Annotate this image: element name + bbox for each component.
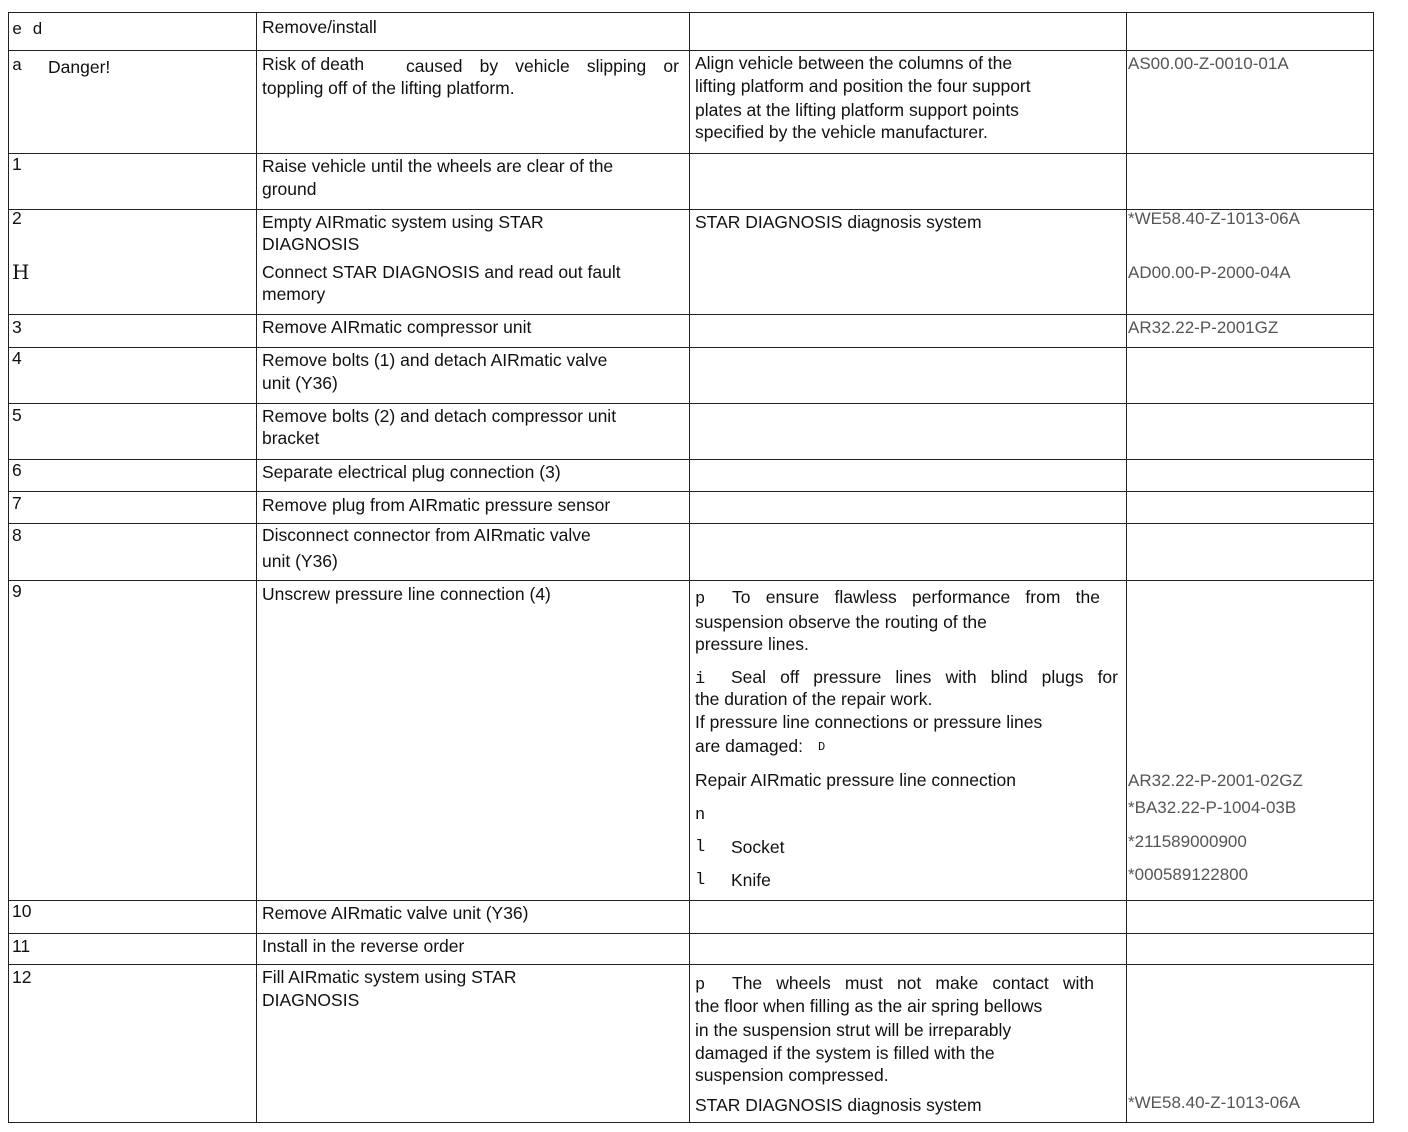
note-mark: D (818, 740, 826, 754)
header-label: Remove/install (262, 17, 377, 37)
step-text-line: Remove bolts (2) and detach compressor unit (262, 406, 617, 426)
step-text-line: bracket (262, 428, 320, 448)
step-number: 11 (12, 936, 31, 956)
note-text-line: If pressure line connections or pressure lines (695, 712, 1043, 732)
row-divider (8, 933, 1374, 934)
row-divider (8, 580, 1374, 581)
step-text-line: Empty AIRmatic system using STAR (262, 212, 544, 232)
note-symbol: p (695, 976, 706, 995)
column-divider (256, 12, 257, 1123)
row-divider (8, 314, 1374, 315)
step-text-line: DIAGNOSIS (262, 234, 360, 254)
tool-bullet: l (695, 838, 706, 857)
step-number: 6 (12, 460, 22, 480)
step-text-line: Raise vehicle until the wheels are clear of the (262, 156, 614, 176)
step-ref-link[interactable]: *WE58.40-Z-1013-06A (1128, 209, 1300, 228)
row-divider (8, 491, 1374, 492)
step-text-line: Disconnect connector from AIRmatic valve (262, 525, 591, 545)
step-number: 9 (12, 581, 22, 601)
step-number: 1 (12, 154, 22, 174)
row-divider (8, 403, 1374, 404)
substep-ref-link[interactable]: AD00.00-P-2000-04A (1128, 263, 1291, 282)
step-text: Separate electrical plug connection (3) (262, 462, 561, 482)
step-tool: STAR DIAGNOSIS diagnosis system (695, 212, 982, 232)
note-text-line: the floor when filling as the air spring bellows (695, 996, 1043, 1016)
note-text-line: The wheels must not make contact with (732, 973, 1094, 993)
note-symbol: p (695, 590, 706, 609)
tools-ref-link[interactable]: *BA32.22-P-1004-03B (1128, 798, 1297, 817)
row-divider (8, 964, 1374, 965)
row-divider (8, 153, 1374, 154)
column-divider (689, 12, 690, 1123)
step-ref-link[interactable]: *WE58.40-Z-1013-06A (1128, 1093, 1300, 1112)
danger-instruction-line: lifting platform and position the four support (695, 76, 1031, 96)
step-text-line: unit (Y36) (262, 373, 338, 393)
danger-instruction-line: Align vehicle between the columns of the (695, 53, 1013, 73)
row-divider (8, 459, 1374, 460)
step-text-line: ground (262, 179, 317, 199)
step-number: 3 (12, 317, 22, 337)
row-divider (8, 523, 1374, 524)
row-divider (8, 900, 1374, 901)
danger-ref-link[interactable]: AS00.00-Z-0010-01A (1128, 54, 1289, 73)
danger-symbol: a (12, 57, 23, 76)
step-text-line: Fill AIRmatic system using STAR (262, 967, 517, 987)
repair-ref-link[interactable]: AR32.22-P-2001-02GZ (1128, 771, 1303, 790)
note-text-line: Seal off pressure lines with blind plugs for (731, 667, 1118, 687)
note-text-line: pressure lines. (695, 634, 809, 654)
step-text: Install in the reverse order (262, 936, 465, 956)
step-number: 7 (12, 493, 22, 513)
danger-label: Danger! (48, 57, 111, 77)
step-number: 5 (12, 405, 22, 425)
note-text-line: suspension compressed. (695, 1065, 889, 1085)
step-text: Unscrew pressure line connection (4) (262, 584, 551, 604)
step-ref-link[interactable]: AR32.22-P-2001GZ (1128, 318, 1279, 337)
step-text-line: Remove bolts (1) and detach AIRmatic valve (262, 350, 608, 370)
step-number: 12 (12, 967, 32, 987)
row-divider (8, 12, 1374, 13)
tool-ref-link[interactable]: *000589122800 (1128, 865, 1249, 884)
step-tool: STAR DIAGNOSIS diagnosis system (695, 1095, 982, 1115)
risk-text: caused by vehicle slipping or (406, 56, 679, 76)
tool-ref-link[interactable]: *211589000900 (1128, 832, 1247, 851)
tool-name: Knife (731, 870, 771, 890)
note-text-line: suspension observe the routing of the (695, 612, 987, 632)
substep-text-line: memory (262, 284, 326, 304)
repair-instruction: Repair AIRmatic pressure line connection (695, 770, 1016, 790)
row-divider (8, 347, 1374, 348)
danger-instruction-line: plates at the lifting platform support points (695, 100, 1019, 120)
table-border-right (1373, 12, 1374, 1123)
note-text-line: are damaged: (695, 736, 803, 756)
header-symbols: e d (12, 21, 43, 40)
table-border-left (8, 12, 9, 1123)
step-number: 8 (12, 525, 22, 545)
tools-symbol: n (695, 806, 706, 825)
note-text-line: in the suspension strut will be irreparably (695, 1020, 1012, 1040)
table-border-bottom (8, 1122, 1374, 1123)
step-text-line: DIAGNOSIS (262, 990, 360, 1010)
note-symbol: i (695, 670, 706, 689)
danger-instruction-line: specified by the vehicle manufacturer. (695, 122, 988, 142)
tool-name: Socket (731, 837, 785, 857)
step-text: Remove AIRmatic valve unit (Y36) (262, 903, 529, 923)
step-number: 10 (12, 901, 32, 921)
step-number: 4 (12, 348, 22, 368)
column-divider (1126, 12, 1127, 1123)
step-text: Remove AIRmatic compressor unit (262, 317, 532, 337)
note-text-line: the duration of the repair work. (695, 689, 933, 709)
tool-bullet: l (695, 871, 706, 890)
step-text-line: unit (Y36) (262, 551, 338, 571)
substep-symbol: H (12, 260, 30, 284)
row-divider (8, 50, 1374, 51)
risk-text-line2: toppling off of the lifting platform. (262, 78, 515, 98)
step-text: Remove plug from AIRmatic pressure sensor (262, 495, 611, 515)
risk-lead: Risk of death (262, 54, 365, 74)
step-number: 2 (12, 208, 22, 228)
note-text-line: To ensure flawless performance from the (732, 587, 1100, 607)
substep-text-line: Connect STAR DIAGNOSIS and read out fault (262, 262, 621, 282)
note-text-line: damaged if the system is filled with the (695, 1043, 995, 1063)
